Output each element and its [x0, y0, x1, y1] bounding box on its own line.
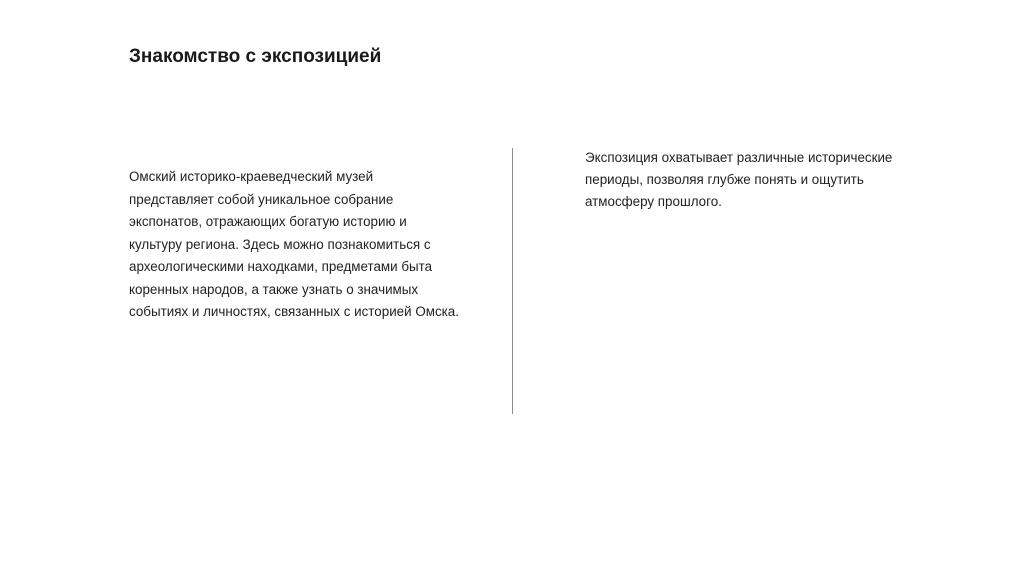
left-text-block — [129, 166, 469, 324]
left-text-line: экспонатов, отражающих богатую историю и — [129, 214, 407, 229]
right-text-line: Экспозиция охватывает различные исторические — [585, 150, 893, 165]
left-text-line: представляет собой уникальное собрание — [129, 191, 394, 207]
right-text-line: периоды, позволяя глубже понять и ощутить — [585, 172, 864, 187]
left-text-line: культуру региона. Здесь можно познакомиться с — [129, 236, 431, 252]
left-text-line: Омский историко-краеведческий музей — [129, 169, 374, 184]
slide-title: Знакомство с экспозицией — [129, 46, 382, 67]
left-text-line: событиях и личностях, связанных с историей Омска. — [129, 304, 459, 319]
left-text-line: коренных народов, а также узнать о значимых — [129, 281, 419, 297]
left-text-line: археологическими находками, предметами быта — [129, 259, 433, 274]
column-divider — [512, 148, 513, 414]
right-text-block — [585, 147, 905, 213]
right-text-line: атмосферу прошлого. — [585, 194, 722, 209]
